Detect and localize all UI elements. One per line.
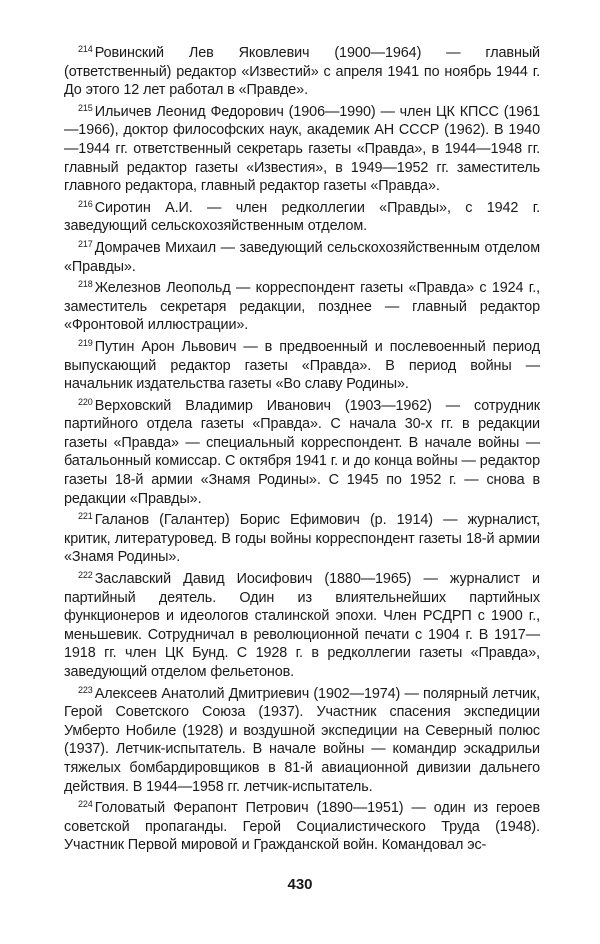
footnote-text: Домрачев Михаил — заведующий сельскохозяйственным отделом «Правды». [64, 239, 540, 275]
footnote-number: 224 [78, 799, 93, 810]
footnote-text: Заславский Давид Иосифович (1880—1965) — журналист и партийный деятель. Один из влиятельнейших партийных функционеров и идеологов сталинской эпохи. Член РСДРП с 1900 г., меньшевик. Сотрудничал в революционной печати с 1904 г. В 1917—1918 гг. член ЦК Бунд. С 1928 г. в редколлегии газеты «Правда», заведующий отделом фельетонов. [64, 571, 540, 680]
footnote [64, 279, 540, 335]
footnote [64, 397, 540, 509]
footnote [64, 103, 540, 196]
footnote [64, 511, 540, 567]
footnote-text: Алексеев Анатолий Дмитриевич (1902—1974) — полярный летчик, Герой Советского Союза (1937). Участник спасения экспедиции Умберто Нобиле (1928) и воздушной экспедиции на Северный полюс (1937). Летчик-испытатель. В начале войны — командир эскадрильи тяжелых бомбардировщиков в 81-й авиационной дивизии дальнего действия. В 1944—1958 гг. летчик-испытатель. [64, 685, 540, 795]
footnote-text: Головатый Ферапонт Петрович (1890—1951) — один из героев советской пропаганды. Герой Социалистического Труда (1948). Участник Первой мировой и Гражданской войн. Командовал эс- [64, 800, 540, 854]
footnote-number: 220 [78, 396, 93, 407]
footnote [64, 338, 540, 394]
footnote-text: Железнов Леопольд — корреспондент газеты «Правда» с 1924 г., заместитель секретаря редакции, позднее — главный редактор «Фронтовой иллюстрации». [64, 280, 540, 334]
footnote-number: 221 [78, 511, 93, 522]
footnote-text: Ильичев Леонид Федорович (1906—1990) — член ЦК КПСС (1961—1966), доктор философских наук, академик АН СССР (1962). В 1940—1944 гг. ответственный секретарь газеты «Правда», в 1944—1948 гг. главный редактор газеты «Известия», в 1949—1952 гг. заместитель главного редактора, главный редактор газеты «Правда». [64, 103, 540, 195]
footnote-number: 216 [78, 198, 93, 209]
page-number: 430 [287, 876, 313, 893]
footnote [64, 570, 540, 682]
footnote-number: 217 [78, 238, 93, 249]
footnote-number: 223 [78, 684, 93, 695]
footnote-text: Верховский Владимир Иванович (1903—1962) — сотрудник партийного отдела газеты «Правда». С начала 30-х гг. в редакции газеты «Правда» — специальный корреспондент. В начале войны — батальонный комиссар. С октября 1941 г. и до конца войны — редактор газеты 18-й армии «Знамя Родины». С 1945 по 1952 г. — снова в редакции «Правды». [64, 397, 540, 507]
footnote-number: 219 [78, 337, 93, 348]
footnote-number: 214 [78, 44, 93, 54]
footnote-text: Галанов (Галантер) Борис Ефимович (р. 1914) — журналист, критик, литературовед. В годы войны корреспондент газеты 18-й армии «Знамя Родины». [64, 512, 540, 566]
footnote-text: Путин Арон Львович — в предвоенный и послевоенный период выпускающий редактор газеты «Правда». В период войны — начальник издательства газеты «Во славу Родины». [64, 338, 540, 393]
footnote [64, 44, 540, 100]
footnote-text: Ровинский Лев Яковлевич (1900—1964) — главный (ответственный) редактор «Известий» с апреля 1941 по ноябрь 1944 г. До этого 12 лет работал в «Правде». [64, 45, 540, 99]
footnote [64, 685, 540, 797]
footnote [64, 239, 540, 276]
footnote-text: Сиротин А.И. — член редколлегии «Правды», с 1942 г. заведующий сельскохозяйственным отделом. [64, 199, 540, 235]
footnote-number: 222 [78, 570, 93, 581]
footnote-number: 215 [78, 102, 93, 113]
footnote [64, 799, 540, 855]
footnote-number: 218 [78, 279, 93, 290]
footnote [64, 199, 540, 236]
footnotes-block [64, 44, 540, 858]
